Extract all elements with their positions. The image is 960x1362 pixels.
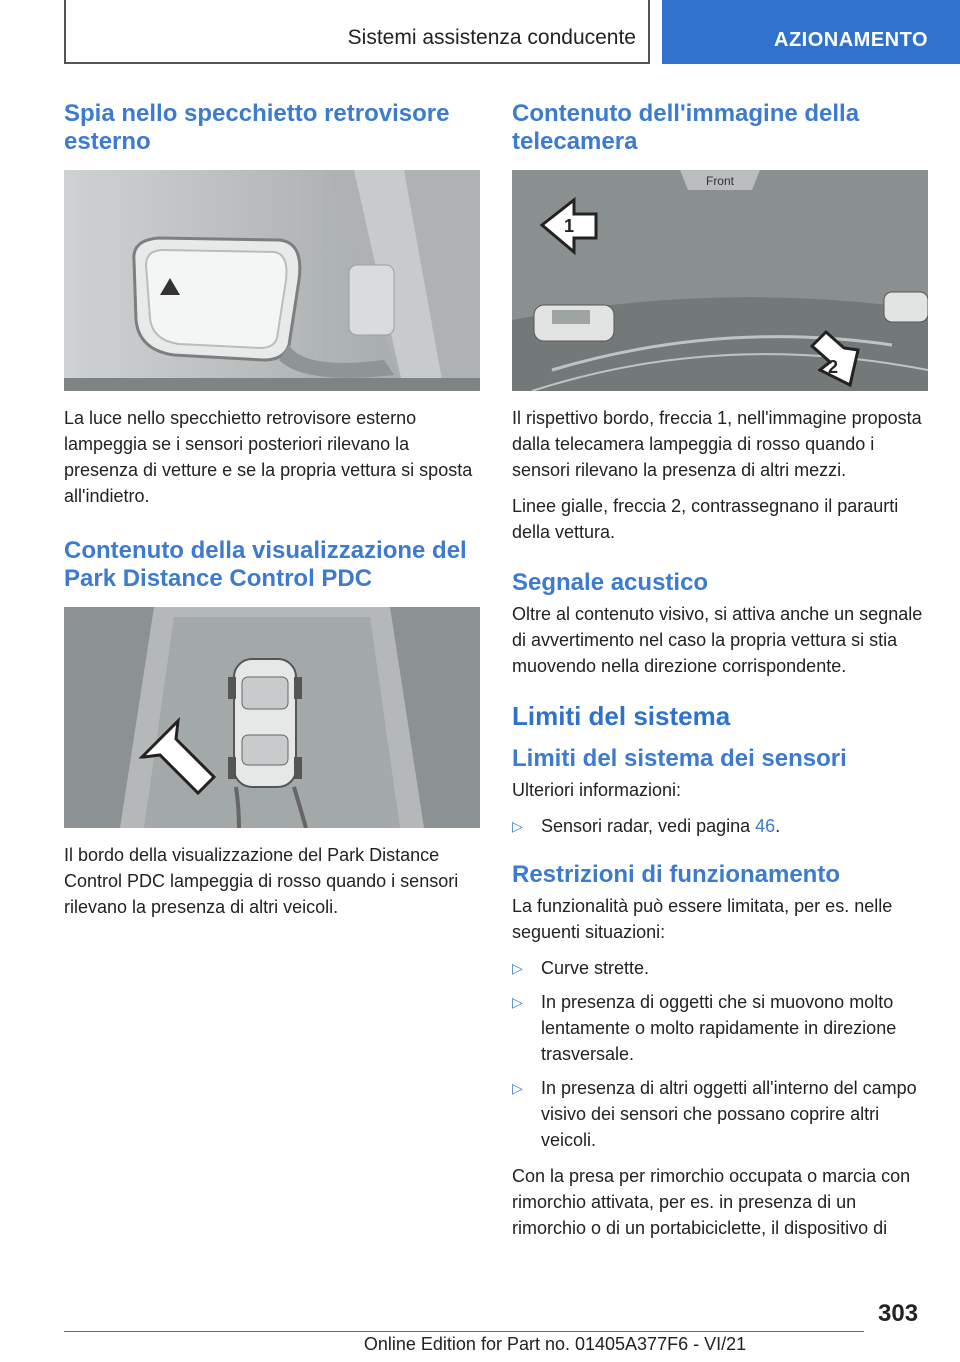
pdc-description: Il bordo della visualizzazione del Park Distance Control PDC lampeggia di rosso quando i sensori rilevano la presenza di altri veicoli. [64,845,459,917]
arrow-1-label: 1 [564,216,575,236]
triangle-bullet-icon: ▷ [512,960,523,976]
vehicle-top-view [228,659,302,787]
camera-description-2: Linee gialle, freccia 2, contrassegnano il paraurti della vettura. [512,496,899,542]
section-title: Sistemi assistenza conducente [347,26,636,49]
list-item [512,813,928,839]
restriction-text: In presenza di altri oggetti all'interno del campo visivo dei sensori che possano coprire altri veicoli. [541,1078,917,1150]
heading-acoustic-signal: Segnale acustico [512,569,709,596]
front-label: Front [705,174,735,188]
pdc-display-illustration [64,607,480,828]
more-info-label: Ulteriori informazioni: [512,780,682,800]
radar-bullet-list [512,813,928,839]
page-reference-link[interactable]: 46 [755,816,776,836]
footer-edition: Online Edition for Part no. 01405A377F6 - VI/21 [363,1334,747,1354]
restrictions-intro: La funzionalità può essere limitata, per es. nelle seguenti situazioni: [512,896,893,942]
heading-system-limits: Limiti del sistema [512,701,731,731]
triangle-bullet-icon: ▷ [512,994,523,1010]
heading-pdc-display: Contenuto della visualizzazione del Park Distance Control PDC [64,537,467,592]
camera-description-1: Il rispettivo bordo, freccia 1, nell'immagine proposta dalla telecamera lampeggia di rosso quando i sensori rilevano la presenza di altri mezzi. [512,408,922,480]
camera-image-illustration [512,170,928,391]
footer-divider [64,1331,864,1332]
list-item [512,955,928,981]
right-column [512,100,928,1251]
vehicle-right [884,292,928,322]
chapter-title: AZIONAMENTO [774,29,929,51]
restriction-text: Curve strette. [541,958,650,978]
arrow-2-label: 2 [828,357,839,377]
vehicle-left [534,305,614,341]
radar-bullet-end: . [775,816,781,836]
left-column [64,100,480,930]
trailer-description: Con la presa per rimorchio occupata o marcia con rimorchio attivata, per es. in presenza di un rimorchio o di un portabiciclette, il dispositivo di [512,1166,911,1238]
acoustic-description: Oltre al contenuto visivo, si attiva anche un segnale di avvertimento nel caso la propria vettura si stia muovendo nella direzione corrispondente. [512,604,923,676]
running-header-section [64,0,650,64]
page-number: 303 [878,1300,919,1327]
mirror-illustration [64,170,480,391]
heading-camera-image: Contenuto dell'immagine della telecamera [512,100,860,155]
triangle-bullet-icon: ▷ [512,818,523,834]
heading-restrictions: Restrizioni di funzionamento [512,861,840,888]
heading-sensor-limits: Limiti del sistema dei sensori [512,745,847,772]
restriction-text: In presenza di oggetti che si muovono molto lentamente o molto rapidamente in direzione trasversale. [541,992,897,1064]
list-item [512,989,928,1067]
mirror-description: La luce nello specchietto retrovisore esterno lampeggia se i sensori posteriori rilevano la presenza di vetture e se la propria vettura si sposta all'indietro. [64,408,473,506]
triangle-bullet-icon: ▷ [512,1080,523,1096]
restrictions-bullet-list [512,955,928,1153]
list-item [512,1075,928,1153]
heading-mirror-warning: Spia nello specchietto retrovisore esterno [64,100,450,155]
radar-bullet-text: Sensori radar, vedi pagina [541,816,751,836]
running-header-chapter [662,0,960,64]
